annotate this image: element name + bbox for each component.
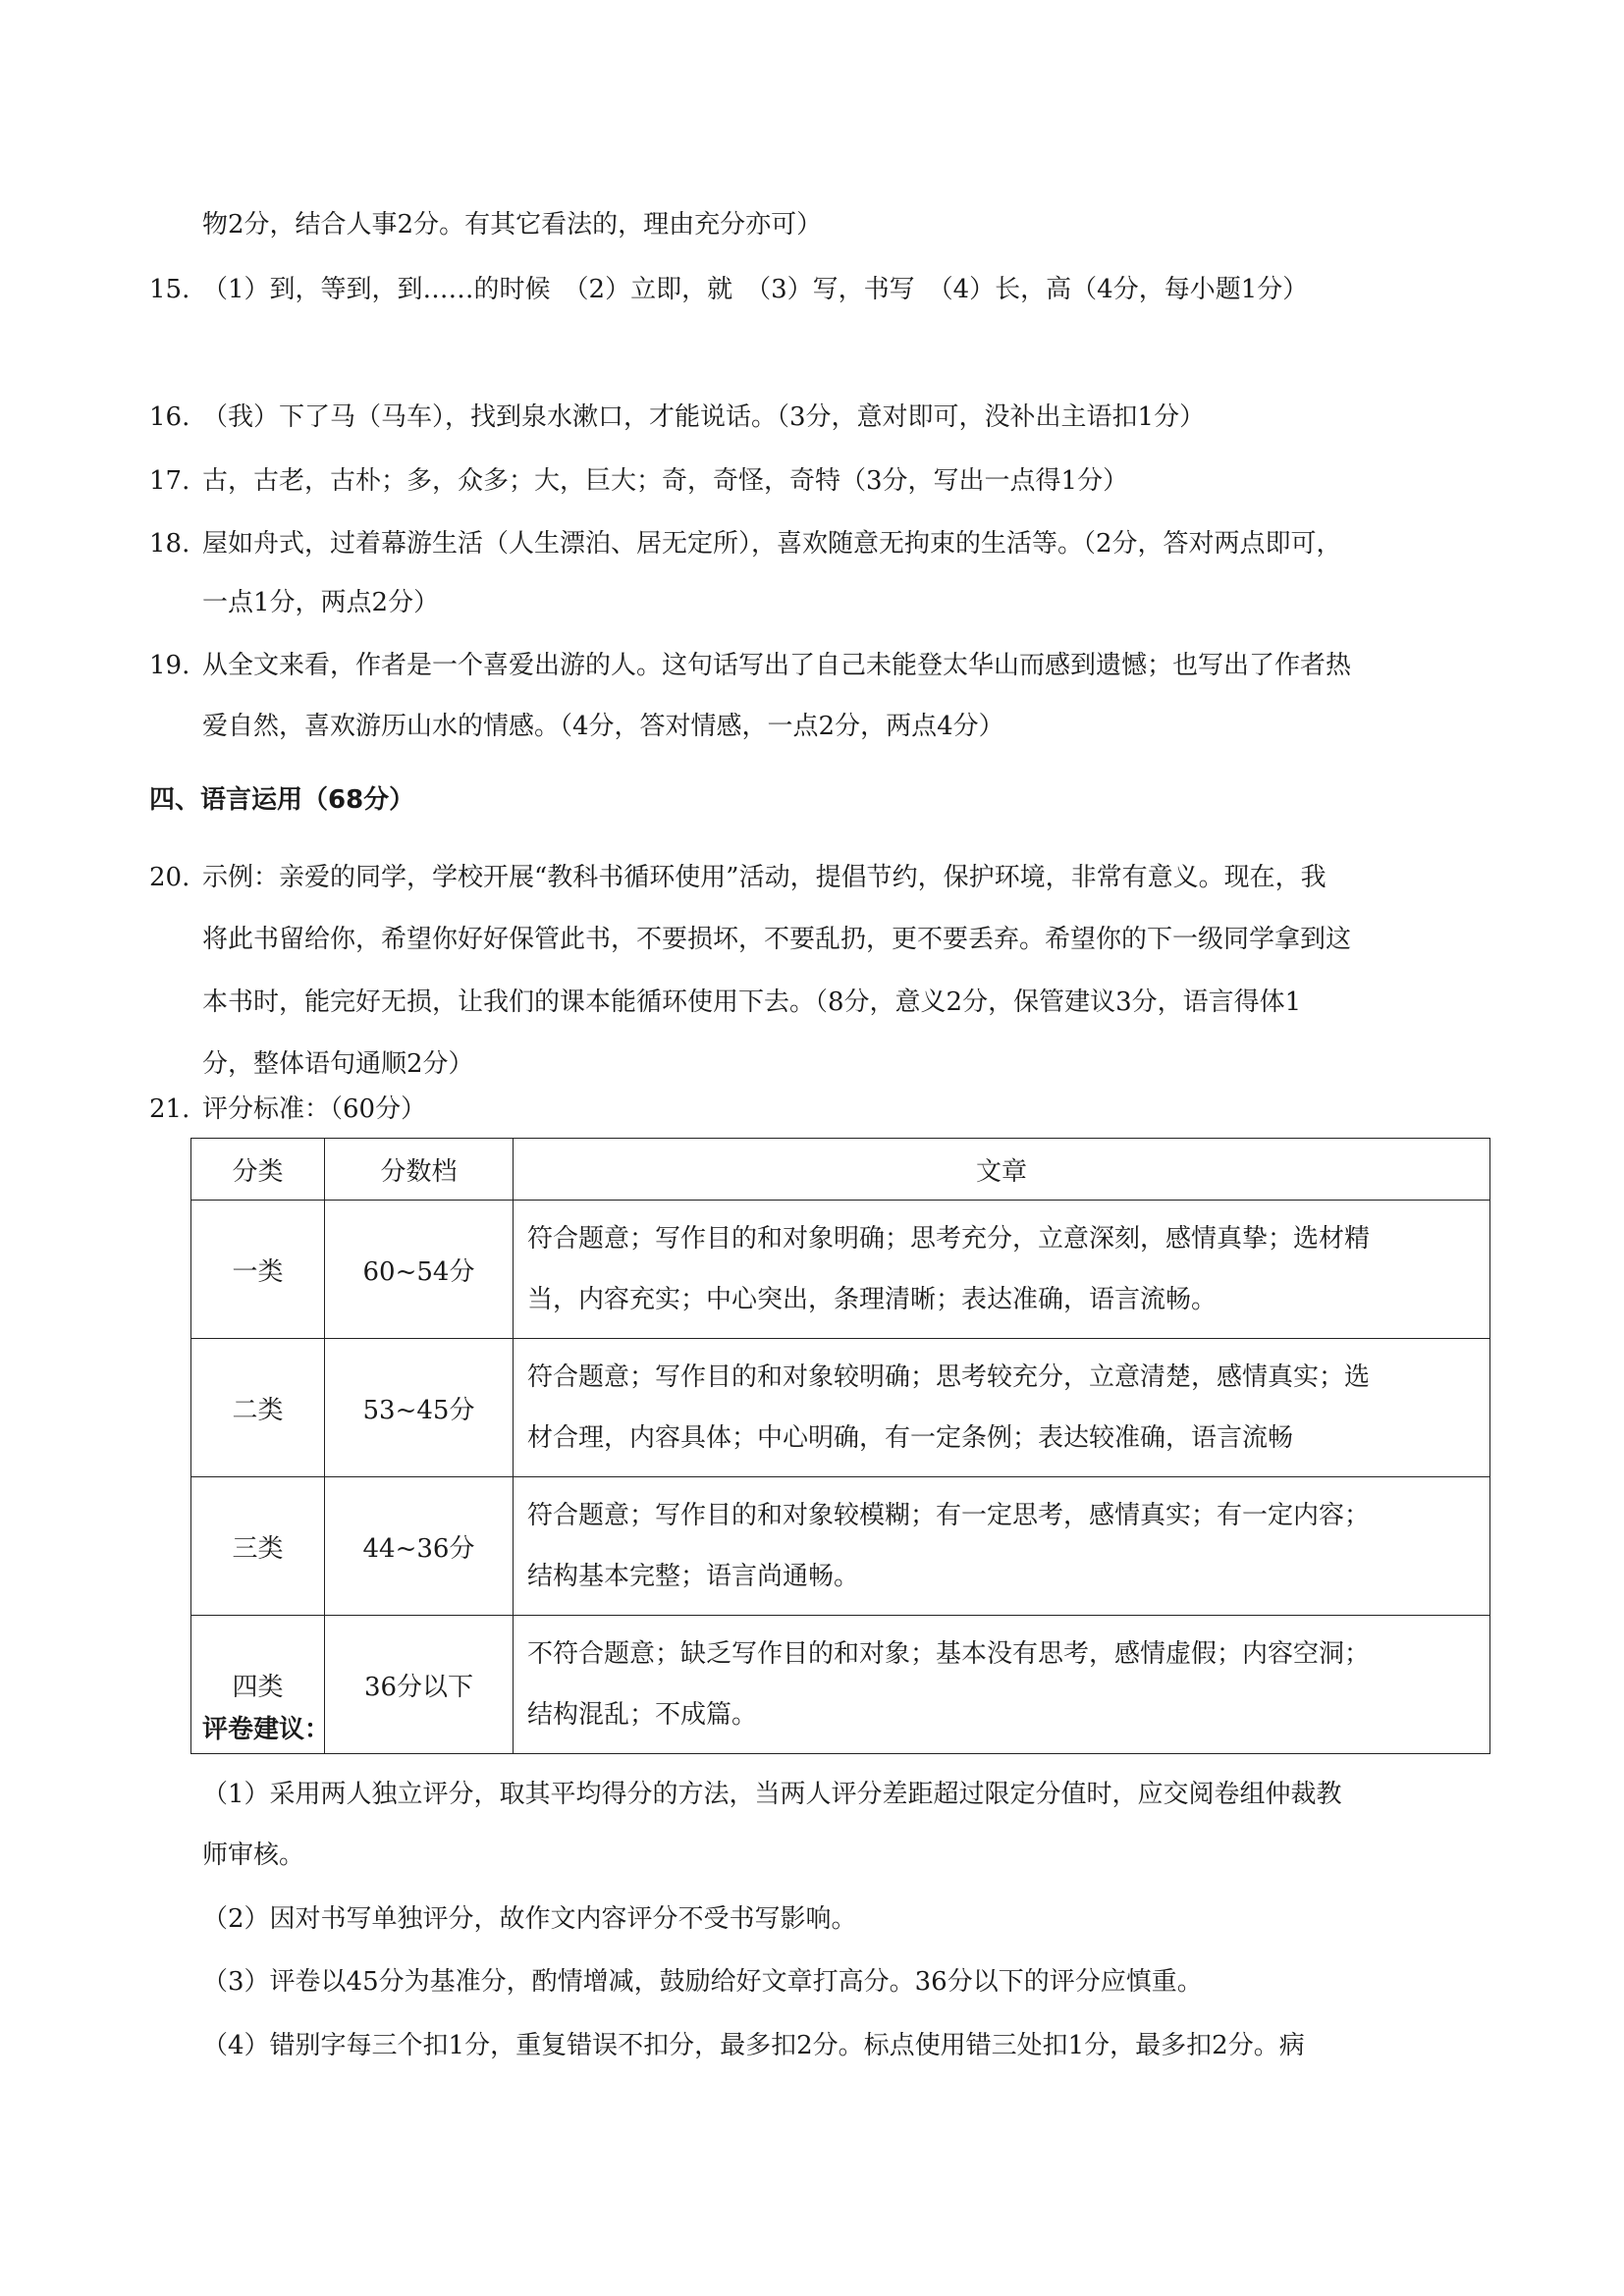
header-category: 分类 xyxy=(191,1139,325,1201)
question-number-20: 20. xyxy=(149,863,190,892)
question-number-19: 19. xyxy=(149,651,190,680)
header-article: 文章 xyxy=(514,1139,1490,1201)
rubric-row xyxy=(191,1201,1490,1339)
answer-16-line-1: （我）下了马（马车），找到泉水漱口，才能说话。（3分，意对即可，没补出主语扣1分） xyxy=(202,402,1206,432)
rubric-description-line: 符合题意；写作目的和对象较模糊；有一定思考，感情真实；有一定内容； xyxy=(527,1501,1371,1530)
rubric-row xyxy=(191,1477,1490,1616)
question-number-18: 18. xyxy=(149,529,190,559)
rubric-intro: 评分标准：（60分） xyxy=(202,1095,427,1124)
question-number-21: 21. xyxy=(149,1095,190,1124)
rubric-range: 44~36分 xyxy=(325,1477,514,1616)
rubric-description-line: 结构基本完整；语言尚通畅。 xyxy=(527,1562,860,1591)
rubric-row xyxy=(191,1616,1490,1754)
rubric-description xyxy=(514,1201,1490,1339)
rubric-range: 36分以下 xyxy=(325,1616,514,1754)
rubric-description xyxy=(514,1616,1490,1754)
answer-19-line-1: 从全文来看，作者是一个喜爱出游的人。这句话写出了自己未能登太华山而感到遗憾；也写出了作者热 xyxy=(202,651,1352,680)
advice-item-2: （2）因对书写单独评分，故作文内容评分不受书写影响。 xyxy=(202,1904,857,1934)
advice-item-1-cont: 师审核。 xyxy=(202,1841,305,1870)
rubric-category: 二类 xyxy=(191,1339,325,1477)
answer-20-line-2: 将此书留给你，希望你好好保管此书，不要损坏，不要乱扔，更不要丢弃。希望你的下一级同学拿到这 xyxy=(202,925,1352,954)
question-number-16: 16. xyxy=(149,402,190,432)
answer-18-line-2: 一点1分，两点2分） xyxy=(202,588,440,617)
question-number-17: 17. xyxy=(149,466,190,496)
answer-20-line-1: 示例：亲爱的同学，学校开展“教科书循环使用”活动，提倡节约，保护环境，非常有意义。现在，我 xyxy=(202,863,1326,892)
answer-20-line-4: 分，整体语句通顺2分） xyxy=(202,1049,474,1079)
rubric-description-line: 结构混乱；不成篇。 xyxy=(527,1700,758,1730)
rubric-row xyxy=(191,1339,1490,1477)
rubric-header-row xyxy=(191,1139,1490,1201)
rubric-description-line: 材合理，内容具体；中心明确，有一定条例；表达较准确，语言流畅 xyxy=(527,1423,1294,1453)
question-number-15: 15. xyxy=(149,275,190,304)
rubric-description-line: 符合题意；写作目的和对象明确；思考充分，立意深刻，感情真挚；选材精 xyxy=(527,1224,1371,1254)
answer-20-line-3: 本书时，能完好无损，让我们的课本能循环使用下去。（8分，意义2分，保管建议3分，语言得体1 xyxy=(202,988,1302,1017)
answer-17-line-1: 古，古老，古朴；多，众多；大，巨大；奇，奇怪，奇特（3分，写出一点得1分） xyxy=(202,466,1129,496)
rubric-table xyxy=(190,1138,1490,1754)
answer-19-line-2: 爱自然，喜欢游历山水的情感。（4分，答对情感，一点2分，两点4分） xyxy=(202,712,1004,741)
rubric-range: 60~54分 xyxy=(325,1201,514,1339)
rubric-category: 一类 xyxy=(191,1201,325,1339)
rubric-category: 三类 xyxy=(191,1477,325,1616)
advice-item-1: （1）采用两人独立评分，取其平均得分的方法，当两人评分差距超过限定分值时，应交阅卷组仲裁教 xyxy=(202,1780,1342,1809)
advice-item-3: （3）评卷以45分为基准分，酌情增减，鼓励给好文章打高分。36分以下的评分应慎重。 xyxy=(202,1967,1203,1997)
answer-18-line-1: 屋如舟式，过着幕游生活（人生漂泊、居无定所），喜欢随意无拘束的生活等。（2分，答对两点即可， xyxy=(202,529,1342,559)
rubric-description-line: 当，内容充实；中心突出，条理清晰；表达准确，语言流畅。 xyxy=(527,1285,1218,1314)
rubric-description xyxy=(514,1477,1490,1616)
advice-title: 评卷建议： xyxy=(202,1715,331,1744)
continuation-line: 物2分，结合人事2分。有其它看法的，理由充分亦可） xyxy=(202,210,823,240)
rubric-description-line: 符合题意；写作目的和对象较明确；思考较充分，立意清楚，感情真实；选 xyxy=(527,1362,1371,1392)
rubric-category: 四类 xyxy=(191,1616,325,1754)
header-score-range: 分数档 xyxy=(325,1139,514,1201)
rubric-description xyxy=(514,1339,1490,1477)
rubric-description-line: 不符合题意；缺乏写作目的和对象；基本没有思考，感情虚假；内容空洞； xyxy=(527,1639,1371,1669)
section-heading: 四、语言运用（68分） xyxy=(149,785,415,815)
advice-item-4: （4）错别字每三个扣1分，重复错误不扣分，最多扣2分。标点使用错三处扣1分，最多扣2分。病 xyxy=(202,2031,1305,2060)
answer-15-line-1: （1）到，等到，到……的时候 （2）立即，就 （3）写，书写 （4）长，高（4分，每小题1分） xyxy=(202,275,1309,304)
rubric-range: 53~45分 xyxy=(325,1339,514,1477)
